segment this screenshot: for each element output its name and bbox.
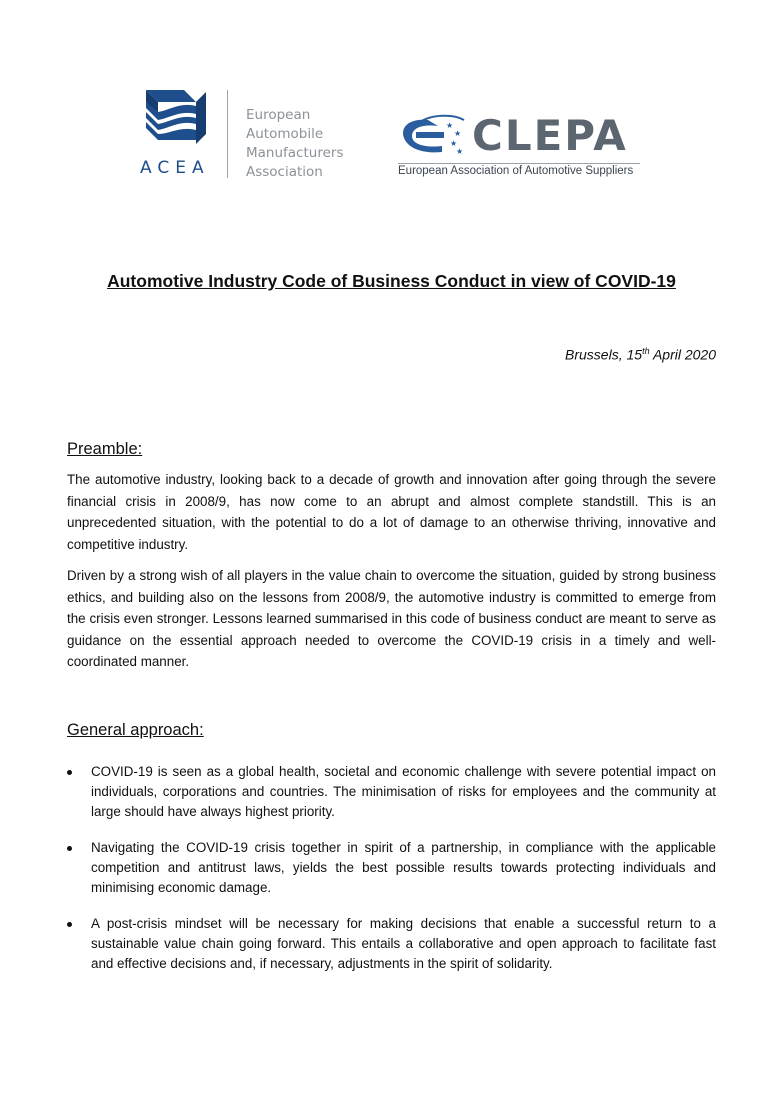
list-item [67, 838, 716, 898]
bullet-icon [67, 922, 72, 927]
svg-text:★: ★ [450, 139, 458, 148]
list-item [67, 914, 716, 974]
list-item [67, 762, 716, 822]
acea-logo-icon [140, 88, 210, 150]
acea-name-line: Manufacturers [246, 145, 344, 161]
logo-header [0, 0, 783, 200]
preamble-paragraph: The automotive industry, looking back to a decade of growth and innovation after going through the severe financial crisis in 2008/9, has now come to an abrupt and almost complete standstill. This is an unprecedented situation, with the potential to do a lot of damage to an otherwise thriving, innovative and competitive industry. [67, 472, 716, 552]
list-item-text: COVID-19 is seen as a global health, societal and economic challenge with severe potential impact on individuals, corporations and countries. The minimisation of risks for employees and the community at large should have always highest priority. [91, 764, 716, 819]
dateline-ordinal: th [642, 346, 650, 356]
list-item-text: Navigating the COVID-19 crisis together in spirit of a partnership, in compliance with the applicable competition and antitrust laws, yields the best possible results towards protecting individuals and minimising economic damage. [91, 840, 716, 895]
dateline [565, 346, 716, 363]
svg-text:★: ★ [456, 147, 464, 156]
acea-name-line: Automobile [246, 126, 324, 142]
bullet-icon [67, 770, 72, 775]
clepa-subtitle: European Association of Automotive Suppliers [398, 163, 640, 177]
list-item-text: A post-crisis mindset will be necessary for making decisions that enable a successful return to a sustainable value chain going forward. This entails a collaborative and open approach to facilitate fast and effective decisions and, if necessary, adjustments in the spirit of solidarity. [91, 916, 716, 971]
bullet-icon [67, 846, 72, 851]
general-approach-list [67, 762, 716, 974]
acea-fullname [246, 106, 376, 182]
clepa-logo-icon [398, 114, 468, 158]
acea-wordmark: ACEA [140, 158, 210, 178]
document-title: Automotive Industry Code of Business Conduct in view of COVID-19 [107, 271, 676, 291]
acea-name-line: European [246, 107, 311, 123]
dateline-suffix: April 2020 [649, 346, 716, 363]
preamble-paragraph: Driven by a strong wish of all players in the value chain to overcome the situation, guided by strong business ethics, and building also on the lessons from 2008/9, the automotive industry is committed to emerge from the crisis even stronger. Lessons learned summarised in this code of business conduct are meant to serve as guidance on the essential approach needed to overcome the COVID-19 crisis in a timely and well-coordinated manner. [67, 568, 716, 669]
logo-divider [227, 90, 228, 178]
preamble-heading: Preamble: [67, 440, 143, 458]
acea-name-line: Association [246, 164, 323, 180]
clepa-wordmark: CLEPA [472, 111, 628, 160]
dateline-prefix: Brussels, 15 [565, 346, 643, 363]
svg-text:★: ★ [446, 121, 454, 130]
general-approach-heading: General approach: [67, 721, 204, 739]
svg-text:★: ★ [454, 129, 462, 138]
